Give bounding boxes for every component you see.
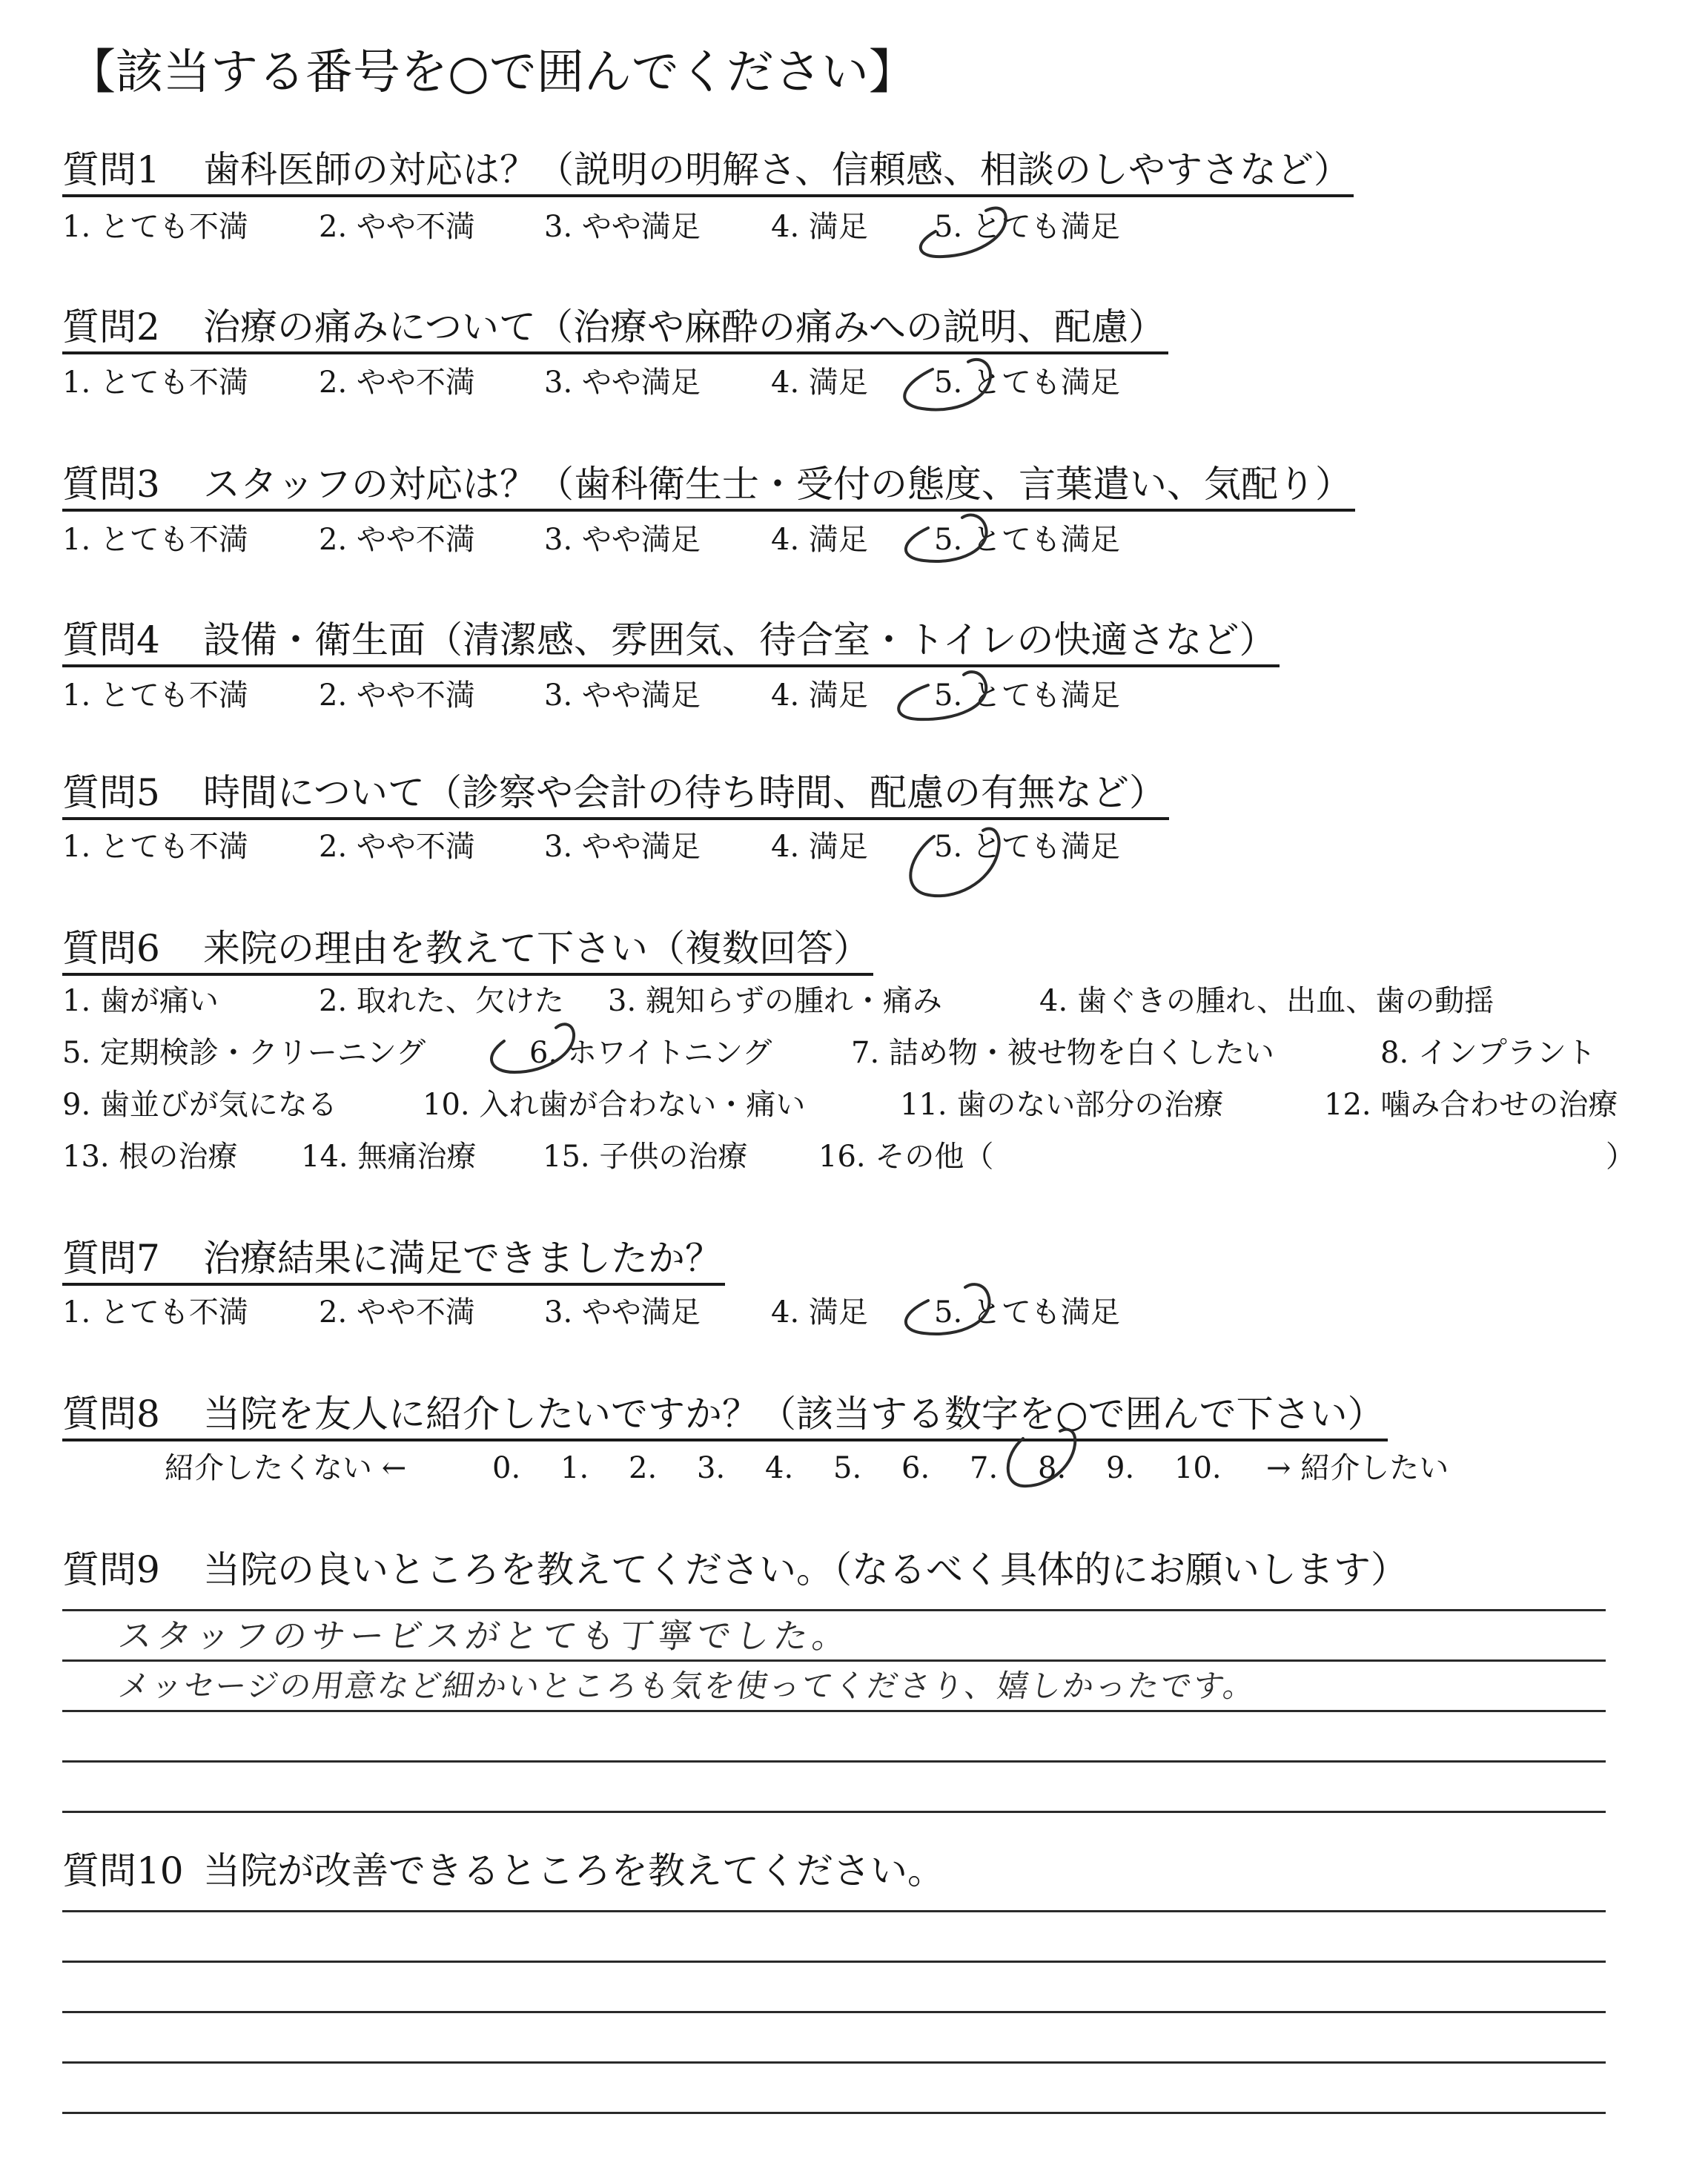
reason-2[interactable]: 2. 取れた、欠けた <box>319 984 564 1018</box>
question-2-heading <box>62 303 1168 354</box>
option-3[interactable]: 3. やや満足 <box>544 678 701 713</box>
scale-5[interactable]: 5. <box>833 1451 862 1485</box>
question-3-text: スタッフの対応は？（歯科衛生士・受付の態度、言葉遣い、気配り） <box>203 463 1352 506</box>
scale-8-selected[interactable]: 8. <box>1038 1451 1067 1485</box>
option-1[interactable]: 1. とても不満 <box>62 366 248 400</box>
option-5-selected[interactable]: 5. とても満足 <box>934 1295 1120 1330</box>
question-8-text: 当院を友人に紹介したいですか？（該当する数字を○で囲んで下さい） <box>203 1393 1385 1436</box>
option-2[interactable]: 2. やや不満 <box>319 678 475 713</box>
question-4-heading <box>62 615 1280 667</box>
reason-6-selected[interactable]: 6. ホワイトニング <box>529 1036 772 1070</box>
scale-3[interactable]: 3. <box>697 1451 726 1485</box>
scale-0[interactable]: 0. <box>492 1451 521 1485</box>
scale-2[interactable]: 2. <box>629 1451 658 1485</box>
question-6-text: 来院の理由を教えて下さい（複数回答） <box>203 927 870 970</box>
reason-7[interactable]: 7. 詰め物・被せ物を白くしたい <box>851 1036 1274 1070</box>
answer-line <box>62 1710 1606 1712</box>
question-2-number: 質問2 <box>62 305 160 349</box>
option-1[interactable]: 1. とても不満 <box>62 1295 248 1330</box>
scale-left-label: 紹介したくない ← <box>165 1451 407 1485</box>
scale-10[interactable]: 10. <box>1174 1451 1222 1485</box>
reason-1[interactable]: 1. 歯が痛い <box>62 984 219 1018</box>
question-9-text: 当院の良いところを教えてください。（なるべく具体的にお願いします） <box>203 1548 1408 1591</box>
option-3[interactable]: 3. やや満足 <box>544 210 701 244</box>
question-10-heading <box>62 1846 947 1895</box>
question-6-number: 質問6 <box>62 927 160 970</box>
option-2[interactable]: 2. やや不満 <box>319 366 475 400</box>
option-2[interactable]: 2. やや不満 <box>319 210 475 244</box>
question-7-heading <box>62 1234 725 1286</box>
question-3-heading <box>62 460 1355 512</box>
question-4-number: 質問4 <box>62 618 160 661</box>
reason-13[interactable]: 13. 根の治療 <box>62 1140 238 1174</box>
question-8-number: 質問8 <box>62 1393 160 1436</box>
answer-line <box>62 2112 1606 2114</box>
reason-9[interactable]: 9. 歯並びが気になる <box>62 1088 337 1122</box>
question-5-text: 時間について（診察や会計の待ち時間、配慮の有無など） <box>203 771 1166 814</box>
answer-line <box>62 1961 1606 1963</box>
option-3[interactable]: 3. やや満足 <box>544 830 701 864</box>
option-2[interactable]: 2. やや不満 <box>319 523 475 557</box>
question-1-number: 質問1 <box>62 148 160 191</box>
other-close-paren: ） <box>1606 1140 1635 1174</box>
answer-line <box>62 1910 1606 1912</box>
scale-1[interactable]: 1. <box>560 1451 589 1485</box>
reason-11[interactable]: 11. 歯のない部分の治療 <box>900 1088 1224 1122</box>
option-1[interactable]: 1. とても不満 <box>62 830 248 864</box>
option-2[interactable]: 2. やや不満 <box>319 1295 475 1330</box>
answer-line <box>62 1760 1606 1763</box>
question-6-heading <box>62 924 873 976</box>
option-5-selected[interactable]: 5. とても満足 <box>934 210 1120 244</box>
scale-7[interactable]: 7. <box>970 1451 999 1485</box>
reason-4[interactable]: 4. 歯ぐきの腫れ、出血、歯の動揺 <box>1039 984 1494 1018</box>
question-7-text: 治療結果に満足できましたか？ <box>203 1237 722 1280</box>
option-5-selected[interactable]: 5. とても満足 <box>934 678 1120 713</box>
option-1[interactable]: 1. とても不満 <box>62 678 248 713</box>
reason-5[interactable]: 5. 定期検診・クリーニング <box>62 1036 426 1070</box>
answer-line <box>62 1811 1606 1813</box>
answer-line <box>62 1609 1606 1611</box>
form-title: 【該当する番号を○で囲んでください】 <box>68 45 916 100</box>
question-3-number: 質問3 <box>62 463 160 506</box>
question-9-heading <box>62 1545 1411 1594</box>
answer-line <box>62 2061 1606 2064</box>
answer-line <box>62 2011 1606 2013</box>
option-4[interactable]: 4. 満足 <box>771 830 868 864</box>
option-5-selected[interactable]: 5. とても満足 <box>934 366 1120 400</box>
reason-16-other[interactable]: 16. その他（ <box>818 1140 994 1174</box>
question-5-heading <box>62 768 1169 820</box>
option-2[interactable]: 2. やや不満 <box>319 830 475 864</box>
option-3[interactable]: 3. やや満足 <box>544 366 701 400</box>
reason-3[interactable]: 3. 親知らずの腫れ・痛み <box>608 984 942 1018</box>
question-2-text: 治療の痛みについて（治療や麻酔の痛みへの説明、配慮） <box>203 305 1165 349</box>
answer-line <box>62 1659 1606 1662</box>
option-4[interactable]: 4. 満足 <box>771 523 868 557</box>
reason-8[interactable]: 8. インプラント <box>1380 1036 1596 1070</box>
option-3[interactable]: 3. やや満足 <box>544 1295 701 1330</box>
reason-15[interactable]: 15. 子供の治療 <box>543 1140 748 1174</box>
question-4-text: 設備・衛生面（清潔感、雰囲気、待合室・トイレの快適さなど） <box>203 618 1277 661</box>
option-4[interactable]: 4. 満足 <box>771 210 868 244</box>
scale-9[interactable]: 9. <box>1106 1451 1135 1485</box>
question-5-number: 質問5 <box>62 771 160 814</box>
question-1-heading <box>62 145 1354 197</box>
q9-answer-line-1[interactable]: スタッフのサービスがとても丁寧でした。 <box>116 1616 854 1656</box>
option-1[interactable]: 1. とても不満 <box>62 210 248 244</box>
reason-12[interactable]: 12. 噛み合わせの治療 <box>1324 1088 1618 1122</box>
question-7-number: 質問7 <box>62 1237 160 1280</box>
option-3[interactable]: 3. やや満足 <box>544 523 701 557</box>
question-1-text: 歯科医師の対応は？（説明の明解さ、信頼感、相談のしやすさなど） <box>203 148 1351 191</box>
scale-6[interactable]: 6. <box>901 1451 930 1485</box>
q9-answer-line-2[interactable]: メッセージの用意など細かいところも気を使ってくださり、嬉しかったです。 <box>116 1668 1259 1704</box>
reason-10[interactable]: 10. 入れ歯が合わない・痛い <box>423 1088 806 1122</box>
scale-right-label: → 紹介したい <box>1266 1451 1449 1485</box>
question-9-number: 質問9 <box>62 1548 160 1591</box>
option-4[interactable]: 4. 満足 <box>771 366 868 400</box>
option-1[interactable]: 1. とても不満 <box>62 523 248 557</box>
question-10-text: 当院が改善できるところを教えてください。 <box>203 1849 944 1892</box>
option-5-selected[interactable]: 5. とても満足 <box>934 523 1120 557</box>
reason-14[interactable]: 14. 無痛治療 <box>301 1140 477 1174</box>
question-8-heading <box>62 1390 1388 1441</box>
option-5-selected[interactable]: 5. とても満足 <box>934 830 1120 864</box>
question-10-number: 質問10 <box>62 1849 184 1892</box>
option-4[interactable]: 4. 満足 <box>771 678 868 713</box>
option-4[interactable]: 4. 満足 <box>771 1295 868 1330</box>
scale-4[interactable]: 4. <box>765 1451 794 1485</box>
